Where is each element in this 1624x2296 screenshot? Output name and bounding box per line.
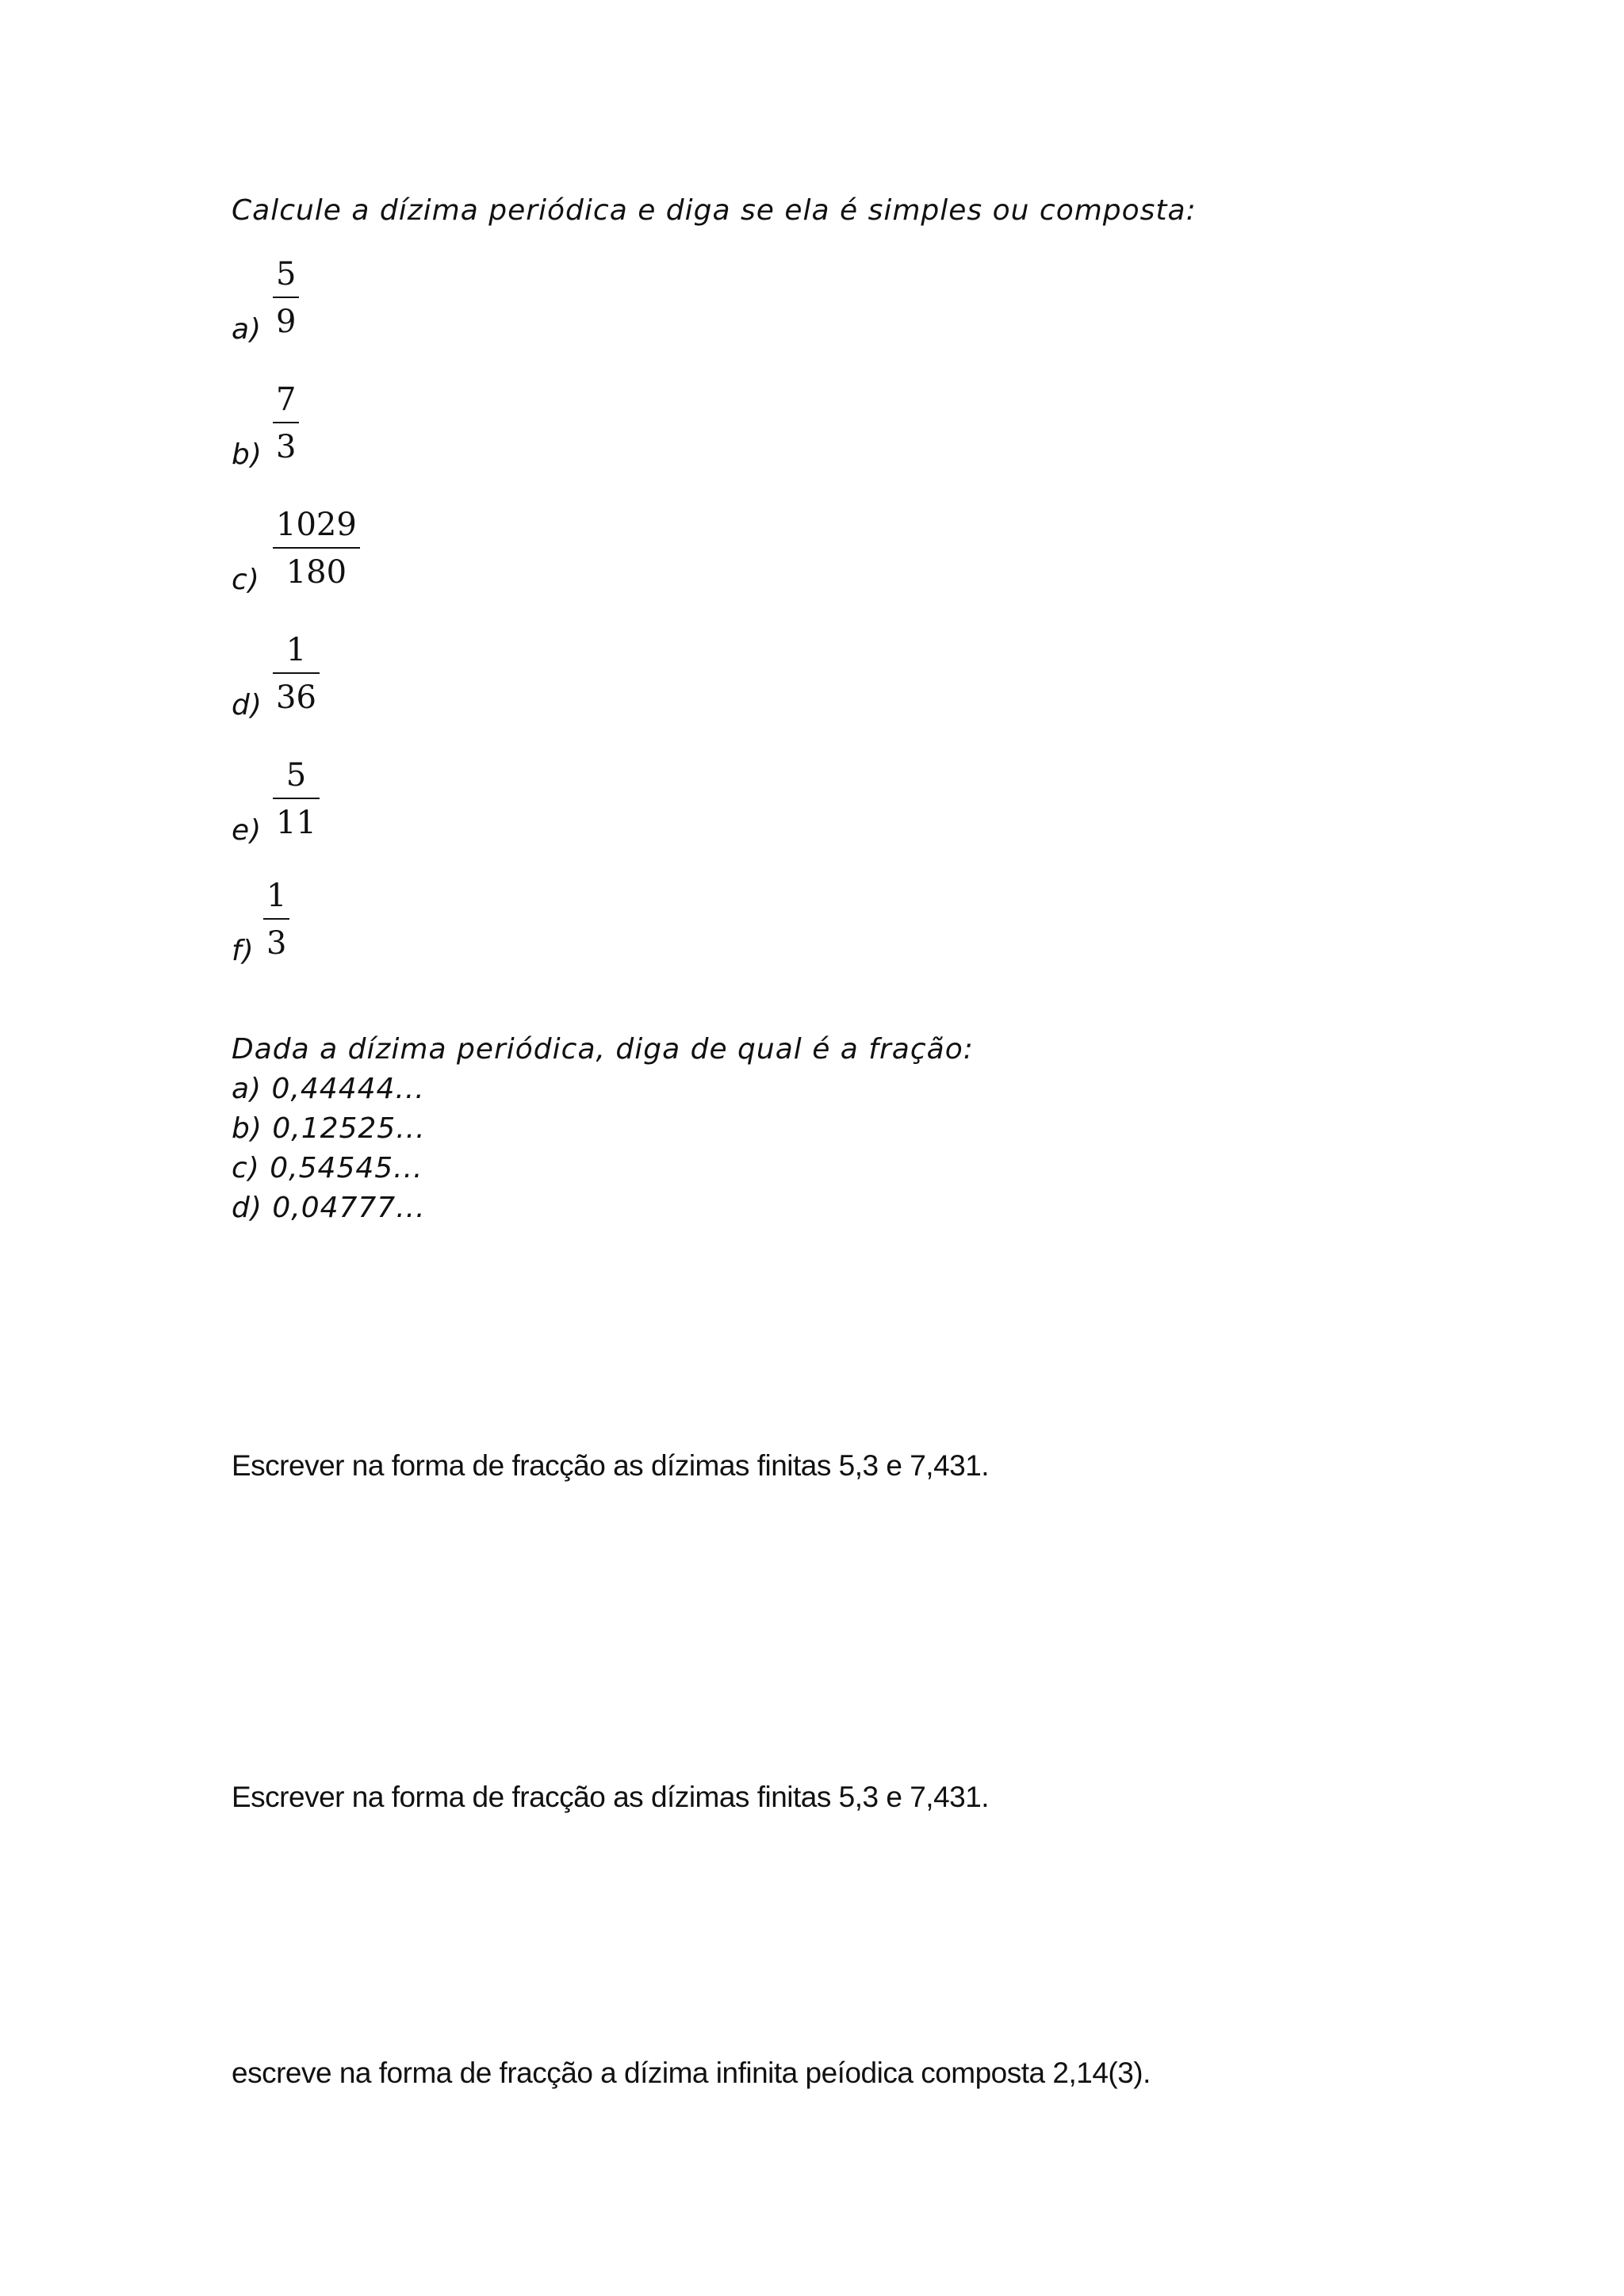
fraction-f-numerator: 1 [266, 878, 287, 914]
exercise-4-text: Escrever na forma de fracção as dízimas finitas 5,3 e 7,431. [232, 1781, 990, 1813]
item-a-label: a) [232, 313, 262, 346]
item-c-label: c) [232, 564, 260, 596]
fraction-f [263, 878, 289, 962]
fraction-bar [273, 297, 299, 298]
fraction-bar [273, 672, 320, 674]
fraction-bar [263, 918, 289, 920]
fraction-bar [273, 798, 320, 799]
fraction-a-numerator: 5 [276, 256, 297, 293]
exercise-2-heading: Dada a dízima periódica, diga de qual é a fração: [232, 1033, 974, 1066]
fraction-a-denominator: 9 [276, 304, 297, 340]
fraction-b-numerator: 7 [276, 381, 297, 418]
fraction-c [273, 507, 360, 591]
exercise-5-text: escreve na forma de fracção a dízima infinita peíodica composta 2,14(3). [232, 2057, 1151, 2089]
decimal-item-d: d) 0,04777... [232, 1192, 426, 1224]
decimal-item-b: b) 0,12525... [232, 1112, 426, 1145]
item-d-label: d) [232, 689, 262, 721]
exercise-1-heading: Calcule a dízima periódica e diga se ela é simples ou composta: [232, 194, 1197, 227]
fraction-bar [273, 422, 299, 423]
decimal-item-c: c) 0,54545... [232, 1152, 423, 1184]
fraction-e-denominator: 11 [276, 805, 316, 841]
exercise-3-text: Escrever na forma de fracção as dízimas finitas 5,3 e 7,431. [232, 1449, 990, 1482]
item-b-label: b) [232, 438, 262, 471]
item-f-label: f) [232, 935, 255, 967]
decimal-item-a: a) 0,44444... [232, 1073, 425, 1105]
fraction-c-denominator: 180 [285, 554, 347, 591]
fraction-a [273, 258, 299, 338]
fraction-d-numerator: 1 [285, 632, 307, 668]
fraction-b-denominator: 3 [276, 429, 297, 465]
fraction-d-denominator: 36 [276, 679, 316, 716]
fraction-b [273, 381, 299, 465]
fraction-e-numerator: 5 [285, 757, 307, 794]
fraction-bar [273, 547, 360, 549]
fraction-d [273, 634, 320, 714]
fraction-c-numerator: 1029 [276, 507, 357, 543]
item-e-label: e) [232, 814, 262, 847]
fraction-e [273, 757, 320, 841]
fraction-f-denominator: 3 [266, 925, 287, 962]
